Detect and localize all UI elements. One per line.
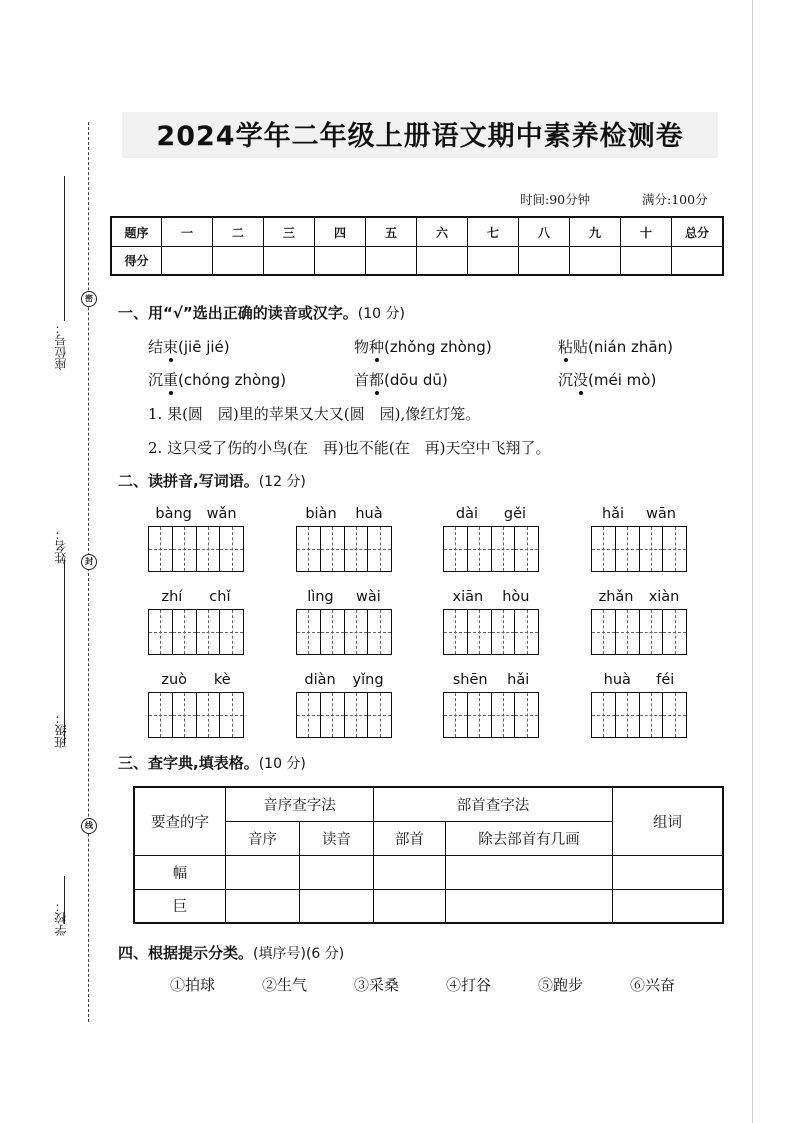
answer-cell[interactable] (374, 855, 446, 889)
writing-cell[interactable] (640, 610, 664, 654)
writing-cell[interactable] (492, 693, 516, 737)
score-cell[interactable] (417, 247, 468, 276)
col-header: 六 (417, 217, 468, 247)
option-item: ④打谷 (446, 976, 492, 994)
pinyin-label (296, 506, 392, 526)
writing-cell[interactable] (220, 693, 243, 737)
score-cell[interactable] (366, 247, 417, 276)
writing-cell[interactable] (515, 693, 538, 737)
pinyin-label (591, 672, 687, 692)
writing-cell[interactable] (663, 610, 686, 654)
pinyin-syllable: wān (646, 506, 676, 522)
dotted-char: 都 (369, 371, 385, 389)
score-cell[interactable] (315, 247, 366, 276)
col-zuci-header: 组词 (613, 787, 724, 855)
dotted-char: 重 (163, 371, 179, 389)
sub-yinxu: 音序 (226, 821, 300, 855)
col-header: 三 (264, 217, 315, 247)
tian-grid (591, 526, 687, 572)
pinyin-word-block (591, 589, 687, 655)
writing-cell[interactable] (321, 527, 345, 571)
page-title: 2024学年二年级上册语文期中素养检测卷 (156, 121, 684, 152)
pinyin-options: (dōu dū) (384, 371, 448, 389)
col-header: 八 (519, 217, 570, 247)
pinyin-label (591, 589, 687, 609)
writing-cell[interactable] (444, 693, 468, 737)
char: 首 (354, 371, 370, 389)
answer-cell[interactable] (226, 889, 300, 923)
seat-label: 座位号： (54, 322, 68, 370)
writing-cell[interactable] (368, 610, 391, 654)
writing-cell[interactable] (640, 527, 664, 571)
writing-cell[interactable] (321, 610, 345, 654)
score-cell[interactable] (162, 247, 213, 276)
pinyin-label (443, 672, 539, 692)
reading-item[interactable] (354, 336, 492, 357)
char: 沉 (558, 371, 574, 389)
pinyin-syllable: féi (656, 672, 675, 688)
section-4-title: 四、根据提示分类。 (118, 944, 254, 962)
yinxu-group-header: 音序查字法 (226, 787, 374, 821)
seal-xian: 线 (81, 818, 97, 834)
writing-cell[interactable] (663, 693, 686, 737)
writing-cell[interactable] (368, 527, 391, 571)
dotted-char: 束 (163, 338, 179, 356)
lookup-char: 幅 (134, 855, 226, 889)
reading-item[interactable] (148, 369, 286, 390)
answer-cell[interactable] (613, 889, 724, 923)
pinyin-word-block (148, 672, 244, 738)
pinyin-word-block (148, 506, 244, 572)
page-edge-line (752, 0, 753, 1123)
full-score: 满分:100分 (642, 192, 708, 207)
tian-grid (296, 609, 392, 655)
section-1-title: 一、用“√”选出正确的读音或汉字。 (118, 304, 358, 322)
pinyin-label (443, 506, 539, 526)
writing-cell[interactable] (492, 527, 516, 571)
pinyin-syllable: kè (213, 672, 231, 688)
writing-cell[interactable] (297, 527, 321, 571)
writing-cell[interactable] (515, 527, 538, 571)
col-header: 五 (366, 217, 417, 247)
tian-grid (591, 692, 687, 738)
pinyin-word-block (148, 589, 244, 655)
reading-item[interactable] (354, 369, 448, 390)
col-header: 九 (570, 217, 621, 247)
seal-mi: 密 (81, 291, 97, 307)
pinyin-label (296, 672, 392, 692)
pinyin-syllable: shēn (452, 672, 488, 688)
tian-grid (591, 609, 687, 655)
score-cell[interactable] (519, 247, 570, 276)
pinyin-syllable: zhǎn (598, 589, 634, 605)
writing-cell[interactable] (173, 527, 197, 571)
score-cell[interactable] (570, 247, 621, 276)
pinyin-label (148, 672, 244, 692)
pinyin-word-block (296, 672, 392, 738)
answer-cell[interactable] (226, 855, 300, 889)
pinyin-syllable: xiàn (648, 589, 680, 605)
section-3-heading (118, 752, 306, 773)
writing-cell[interactable] (616, 610, 640, 654)
writing-cell[interactable] (297, 693, 321, 737)
school-label: 学校： (54, 900, 68, 936)
pinyin-syllable: diàn (304, 672, 336, 688)
col-header: 十 (621, 217, 672, 247)
score-cell-total[interactable] (672, 247, 724, 276)
pinyin-syllable: hòu (502, 589, 530, 605)
writing-cell[interactable] (468, 527, 492, 571)
writing-cell[interactable] (321, 693, 345, 737)
tian-grid (443, 609, 539, 655)
score-cell[interactable] (213, 247, 264, 276)
writing-cell[interactable] (616, 527, 640, 571)
writing-cell[interactable] (173, 693, 197, 737)
answer-cell[interactable] (446, 855, 613, 889)
reading-item[interactable] (558, 336, 673, 357)
dictionary-table (133, 786, 724, 924)
bushou-group-header: 部首查字法 (374, 787, 613, 821)
section-4-heading (118, 942, 344, 963)
writing-cell[interactable] (149, 610, 173, 654)
score-cell[interactable] (468, 247, 519, 276)
pinyin-syllable: hǎi (601, 506, 625, 522)
pinyin-syllable: gěi (503, 506, 527, 522)
question-2[interactable]: 2. 这只受了伤的小鸟(在 再)也不能(在 再)天空中飞翔了。 (148, 439, 551, 457)
writing-cell[interactable] (592, 527, 616, 571)
col-char-header: 要查的字 (134, 787, 226, 855)
pinyin-word-block (443, 672, 539, 738)
writing-cell[interactable] (444, 610, 468, 654)
reading-item[interactable] (148, 336, 230, 357)
pinyin-word-block (591, 506, 687, 572)
answer-cell[interactable] (300, 855, 374, 889)
pinyin-syllable: wǎn (206, 506, 237, 522)
col-header: 一 (162, 217, 213, 247)
row-label-score: 得分 (111, 247, 162, 276)
section-2-title: 二、读拼音,写词语。 (118, 472, 259, 490)
writing-cell[interactable] (592, 693, 616, 737)
option-item: ⑥兴奋 (630, 976, 676, 994)
option-item: ③采桑 (354, 976, 400, 994)
tian-grid (148, 692, 244, 738)
pinyin-options: (méi mò) (588, 371, 657, 389)
tian-grid (148, 609, 244, 655)
pinyin-options: (nián zhān) (588, 338, 673, 356)
name-label: 姓名： (54, 528, 68, 564)
col-header: 七 (468, 217, 519, 247)
section-4-points: (填序号)(6 分) (253, 946, 345, 962)
writing-cell[interactable] (197, 527, 221, 571)
pinyin-label (296, 589, 392, 609)
writing-cell[interactable] (197, 610, 221, 654)
option-item: ①拍球 (170, 976, 216, 994)
writing-cell[interactable] (220, 610, 243, 654)
section-3-title: 三、查字典,填表格。 (118, 754, 259, 772)
pinyin-syllable: wài (356, 589, 381, 605)
col-header: 二 (213, 217, 264, 247)
section-1-points: (10 分) (357, 306, 405, 322)
pinyin-word-block (296, 589, 392, 655)
binding-dashed-line (88, 122, 89, 1022)
col-header: 四 (315, 217, 366, 247)
pinyin-word-block (296, 506, 392, 572)
writing-cell[interactable] (468, 693, 492, 737)
pinyin-options: (chóng zhòng) (178, 371, 287, 389)
writing-cell[interactable] (640, 693, 664, 737)
writing-cell[interactable] (592, 610, 616, 654)
pinyin-syllable: dài (455, 506, 479, 522)
answer-cell[interactable] (300, 889, 374, 923)
writing-cell[interactable] (663, 527, 686, 571)
pinyin-options: (zhǒng zhòng) (384, 338, 492, 356)
tian-grid (148, 526, 244, 572)
tian-grid (443, 692, 539, 738)
char: 贴 (573, 338, 589, 356)
pinyin-syllable: huà (603, 672, 631, 688)
sub-huashu: 除去部首有几画 (446, 821, 613, 855)
writing-cell[interactable] (345, 693, 369, 737)
tian-grid (443, 526, 539, 572)
pinyin-label (591, 506, 687, 526)
writing-cell[interactable] (616, 693, 640, 737)
sub-bushou: 部首 (374, 821, 446, 855)
writing-cell[interactable] (515, 610, 538, 654)
section-1-heading (118, 302, 405, 323)
char: 结 (148, 338, 164, 356)
tian-grid (296, 692, 392, 738)
pinyin-syllable: yǐng (352, 672, 384, 688)
exam-time: 时间:90分钟 (520, 192, 591, 207)
pinyin-syllable: hǎi (507, 672, 530, 688)
writing-cell[interactable] (220, 527, 243, 571)
writing-cell[interactable] (345, 527, 369, 571)
writing-cell[interactable] (297, 610, 321, 654)
writing-cell[interactable] (444, 527, 468, 571)
dotted-char: 种 (369, 338, 385, 356)
class-label: 班级： (54, 712, 68, 748)
answer-cell[interactable] (613, 855, 724, 889)
pinyin-label (443, 589, 539, 609)
row-label-order: 题序 (111, 217, 162, 247)
pinyin-word-block (443, 506, 539, 572)
seat-line (64, 176, 65, 321)
pinyin-syllable: zhí (161, 589, 183, 605)
pinyin-syllable: bàng (155, 506, 192, 522)
pinyin-label (148, 506, 244, 526)
score-cell[interactable] (264, 247, 315, 276)
col-header-total: 总分 (672, 217, 724, 247)
pinyin-syllable: chǐ (209, 589, 231, 605)
reading-item[interactable] (558, 369, 656, 390)
writing-cell[interactable] (492, 610, 516, 654)
score-cell[interactable] (621, 247, 672, 276)
pinyin-syllable: biàn (305, 506, 337, 522)
pinyin-options: (jiē jié) (178, 338, 230, 356)
writing-cell[interactable] (197, 693, 221, 737)
seal-feng: 封 (81, 554, 97, 570)
lookup-char: 巨 (134, 889, 226, 923)
pinyin-label (148, 589, 244, 609)
tian-grid (296, 526, 392, 572)
writing-cell[interactable] (468, 610, 492, 654)
writing-cell[interactable] (345, 610, 369, 654)
char: 沉 (148, 371, 164, 389)
option-item: ⑤跑步 (538, 976, 584, 994)
pinyin-syllable: zuò (161, 672, 188, 688)
score-table (110, 216, 724, 276)
pinyin-syllable: lìng (307, 589, 334, 605)
writing-cell[interactable] (173, 610, 197, 654)
option-item: ②生气 (262, 976, 308, 994)
question-1[interactable]: 1. 果(圆 园)里的苹果又大又(圆 园),像红灯笼。 (148, 405, 481, 423)
dotted-char: 没 (573, 371, 589, 389)
writing-cell[interactable] (149, 527, 173, 571)
writing-cell[interactable] (149, 693, 173, 737)
dotted-char: 粘 (558, 338, 574, 356)
pinyin-syllable: huà (355, 506, 383, 522)
pinyin-word-block (591, 672, 687, 738)
section-3-points: (10 分) (258, 756, 306, 772)
answer-cell[interactable] (446, 889, 613, 923)
pinyin-word-block (443, 589, 539, 655)
writing-cell[interactable] (368, 693, 391, 737)
section-2-heading (118, 470, 306, 491)
pinyin-syllable: xiān (452, 589, 484, 605)
answer-cell[interactable] (374, 889, 446, 923)
section-2-points: (12 分) (258, 474, 306, 490)
sub-duyin: 读音 (300, 821, 374, 855)
char: 物 (354, 338, 370, 356)
